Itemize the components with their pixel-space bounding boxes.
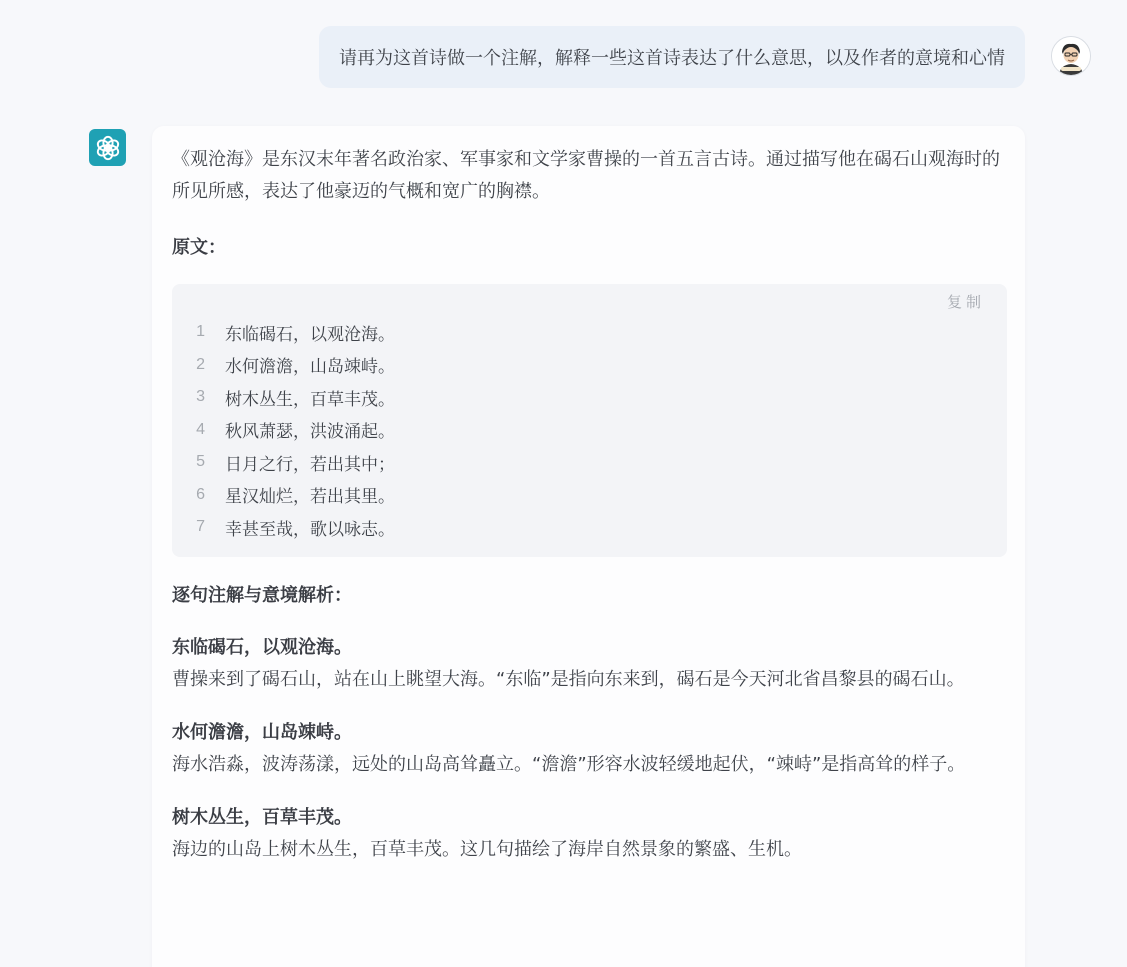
user-message-row [319,26,1091,88]
analysis-item [172,802,1005,866]
original-heading: 原文： [172,237,226,258]
code-line-number: 3 [196,388,205,406]
analysis-heading: 逐句注解与意境解析： [172,585,352,606]
code-lines [172,316,1007,544]
copy-button[interactable]: 复制 [946,293,985,311]
code-line-text: 东临碣石，以观沧海。 [225,324,395,345]
code-line-text: 树木丛生，百草丰茂。 [225,389,395,410]
user-message-text: 请再为这首诗做一个注解，解释一些这首诗表达了什么意思，以及作者的意境和心情 [339,48,1005,69]
code-line-text: 星汉灿烂，若出其里。 [225,487,395,508]
assistant-intro-text: 《观沧海》是东汉末年著名政治家、军事家和文学家曹操的一首五言古诗。通过描写他在碣石山观海时的所见所感，表达了他豪迈的气概和宽广的胸襟。 [172,149,1000,202]
code-line-number: 4 [196,420,205,438]
code-line [172,479,1007,512]
code-line-text: 水何澹澹，山岛竦峙。 [225,357,395,378]
analysis-list [172,632,1005,866]
analysis-item-body: 海边的山岛上树木丛生，百草丰茂。这几句描绘了海岸自然景象的繁盛、生机。 [172,839,802,860]
code-line-number: 1 [196,323,205,341]
code-line-number: 6 [196,485,205,503]
assistant-message-card [152,126,1025,967]
code-line [172,381,1007,414]
code-line [172,446,1007,479]
code-line [172,316,1007,349]
analysis-item-title: 树木丛生，百草丰茂。 [172,807,352,828]
code-block [172,284,1007,557]
code-line [172,511,1007,544]
code-line-number: 5 [196,453,205,471]
user-avatar-icon[interactable] [1051,36,1091,76]
code-line-number: 2 [196,355,205,373]
analysis-item-body: 海水浩淼，波涛荡漾，远处的山岛高耸矗立。“澹澹”形容水波轻缓地起伏，“竦峙”是指高耸的样子。 [172,754,966,775]
code-line [172,349,1007,382]
code-line-text: 秋风萧瑟，洪波涌起。 [225,422,395,443]
analysis-item [172,717,1005,781]
code-line-text: 幸甚至哉，歌以咏志。 [225,519,395,540]
analysis-item-title: 水何澹澹，山岛竦峙。 [172,722,352,743]
analysis-item-title: 东临碣石，以观沧海。 [172,637,352,658]
analysis-item-body: 曹操来到了碣石山，站在山上眺望大海。“东临”是指向东来到，碣石是今天河北省昌黎县的碣石山。 [172,669,965,690]
code-line-text: 日月之行，若出其中； [225,454,395,475]
openai-logo-icon [89,129,126,166]
code-line-number: 7 [196,518,205,536]
code-line [172,414,1007,447]
analysis-item [172,632,1005,696]
user-message-bubble [319,26,1025,88]
